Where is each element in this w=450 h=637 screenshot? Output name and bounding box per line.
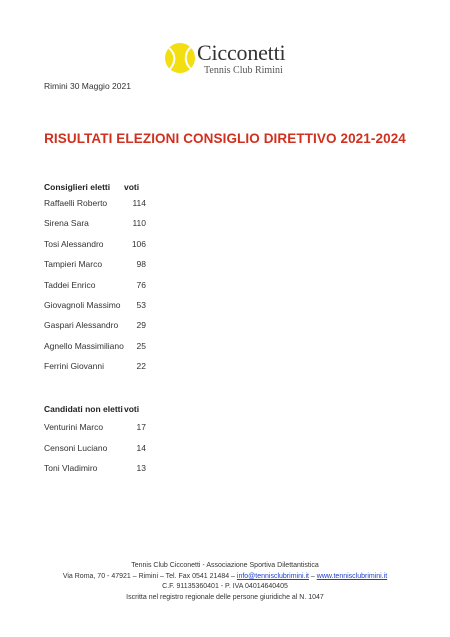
candidate-name: Raffaelli Roberto [44, 198, 108, 208]
candidate-votes: 98 [136, 259, 146, 270]
footer-line-2 [0, 572, 450, 583]
candidate-name: Venturini Marco [44, 422, 104, 432]
candidate-votes: 114 [132, 198, 146, 208]
elected-header-name: Consiglieri eletti [44, 182, 111, 192]
candidate-votes: 25 [136, 340, 146, 351]
candidate-votes: 29 [136, 320, 146, 331]
candidate-name: Censoni Luciano [44, 442, 108, 453]
candidate-votes: 13 [136, 463, 146, 473]
footer [0, 561, 450, 603]
candidate-name: Gaspari Alessandro [44, 320, 119, 331]
candidate-name: Sirena Sara [44, 218, 89, 229]
candidate-name: Taddei Enrico [44, 279, 96, 290]
candidate-votes: 14 [136, 442, 146, 453]
not-elected-header-votes: voti [124, 404, 140, 414]
logo-subtitle: Tennis Club Rimini [204, 65, 283, 76]
candidate-votes: 17 [136, 422, 146, 432]
footer-line-3: C.F. 91135360401 - P. IVA 04014640405 [162, 583, 288, 591]
footer-separator: – [308, 572, 317, 580]
footer-address: Via Roma, 70 - 47921 – Rimini – Tel. Fax 0541 21484 – [62, 572, 237, 580]
candidate-votes: 76 [136, 279, 146, 290]
document-date: Rimini 30 Maggio 2021 [44, 81, 131, 91]
footer-line-1: Tennis Club Cicconetti - Associazione Sportiva Dilettantistica [131, 562, 319, 569]
candidate-name: Toni Vladimiro [44, 463, 98, 473]
tennis-ball-icon [164, 42, 196, 74]
candidate-name: Tosi Alessandro [44, 238, 104, 249]
candidate-votes: 106 [131, 238, 146, 249]
club-logo [164, 40, 364, 84]
footer-line-4: Iscritta nel registro regionale delle persone giuridiche al N. 1047 [126, 593, 324, 601]
elected-header-votes: voti [124, 182, 140, 192]
candidate-name: Ferrini Giovanni [44, 361, 104, 372]
candidate-votes: 53 [136, 300, 146, 310]
candidate-votes: 110 [132, 218, 146, 229]
logo-name: Cicconetti [197, 40, 286, 65]
website-link[interactable]: www.tennisclubrimini.it [316, 572, 388, 580]
email-link[interactable]: info@tennisclubrimini.it [236, 572, 309, 580]
candidate-name: Agnello Massimiliano [44, 340, 124, 351]
not-elected-header-name: Candidati non eletti [44, 404, 123, 414]
candidate-votes: 22 [136, 361, 146, 372]
candidate-name: Giovagnoli Massimo [44, 300, 121, 310]
candidate-name: Tampieri Marco [44, 259, 103, 270]
page-title: RISULTATI ELEZIONI CONSIGLIO DIRETTIVO 2021-2024 [44, 131, 406, 146]
